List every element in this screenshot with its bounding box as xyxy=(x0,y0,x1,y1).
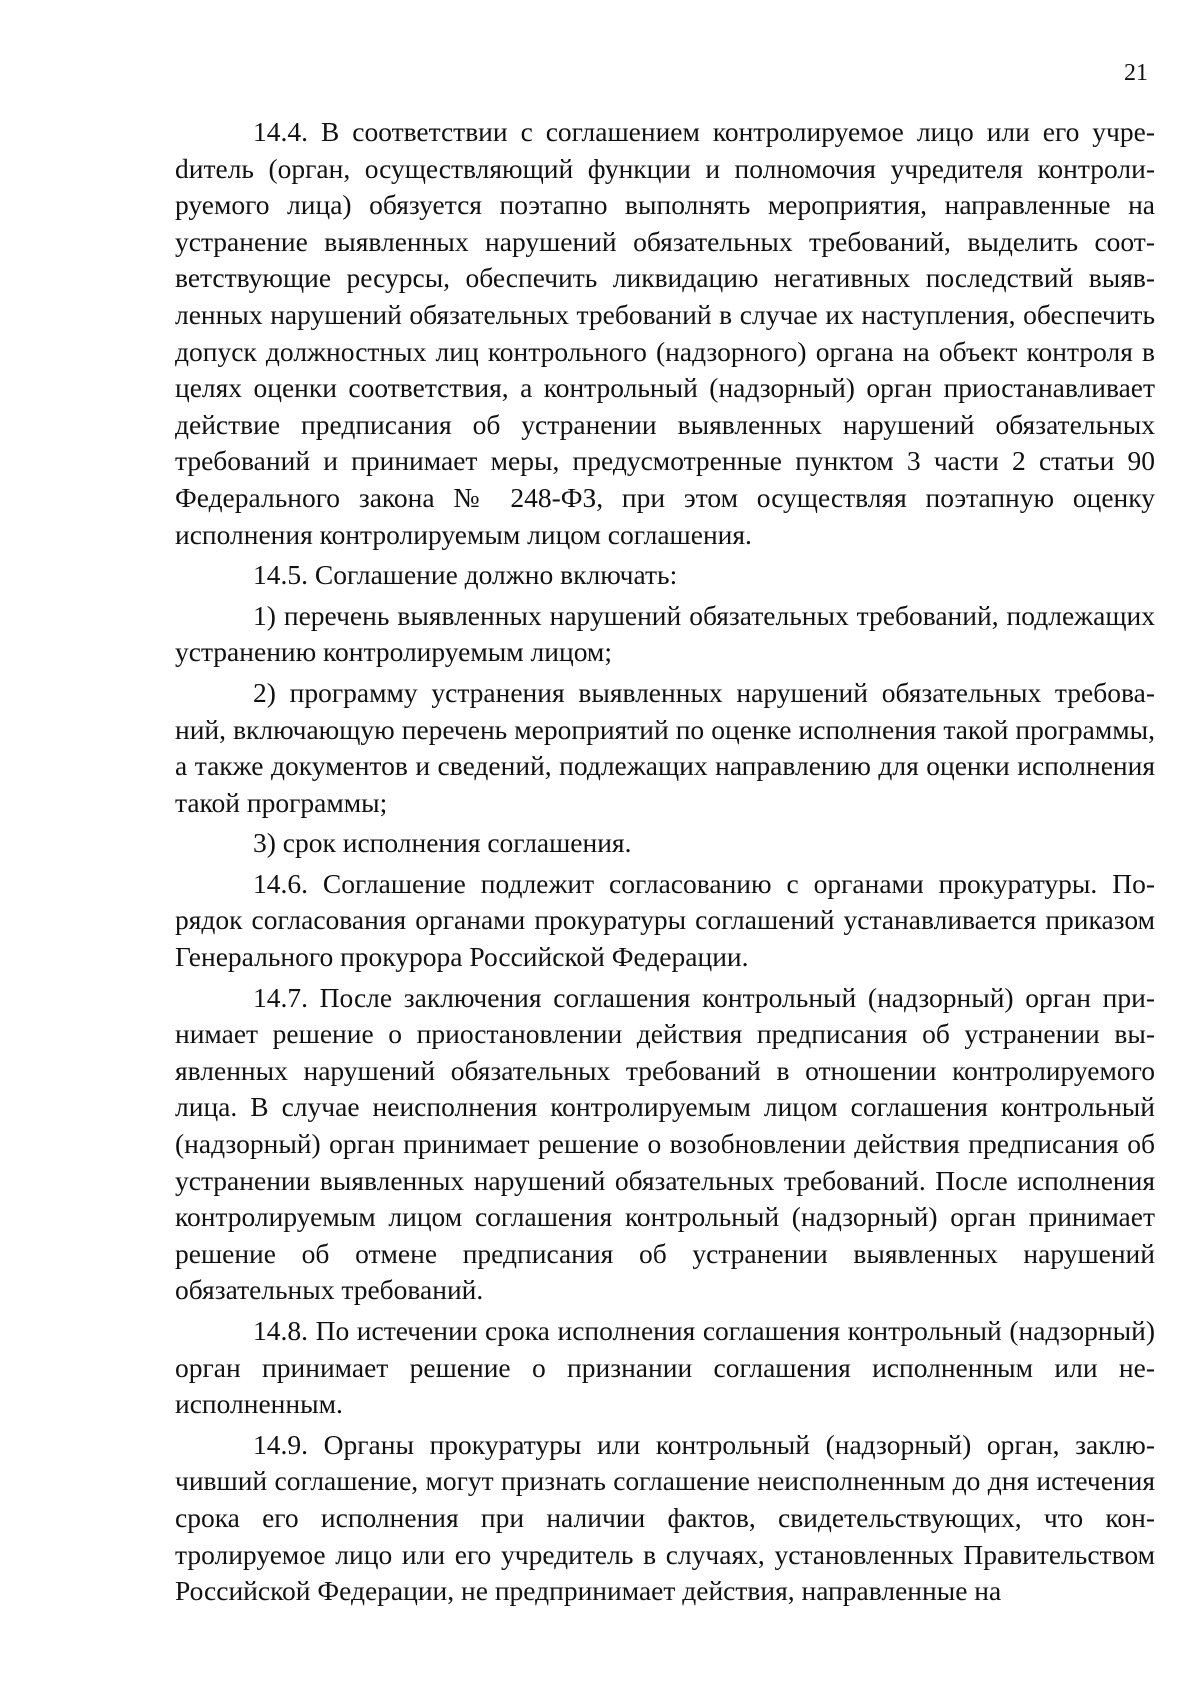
paragraph-14-5: 14.5. Соглашение должно включать: xyxy=(253,559,678,591)
paragraph-14-6: 14.6. Соглашение подлежит согласованию с органами прокуратуры. Порядок согласования органами прокуратуры соглашений устанавливается приказом Генерального прокурора Российской Федерации. xyxy=(175,867,1155,973)
page-number: 21 xyxy=(1124,60,1148,86)
paragraph-14-8: 14.8. По истечении срока исполнения соглашения контрольный (надзорный) орган принимает решение о признании соглашения исполненным или неисполненным. xyxy=(175,1315,1155,1420)
list-item-3: 3) срок исполнения соглашения. xyxy=(253,827,632,859)
paragraph-14-7: 14.7. После заключения соглашения контрольный (надзорный) орган принимает решение о приостановлении действия предписания об устранении выявленных нарушений обязательных требований в отношении контролируемого лица. В случае неисполнения контролируемым лицом соглашения контрольный (надзорный) орган принимает решение о возобновлении действия предписания об устранении выявленных нарушений обязательных требований. После исполнения контролируемым лицом соглашения контрольный (надзорный) орган принимает решение об отмене предписания об устранении выявленных нарушений обязательных требований. xyxy=(175,981,1155,1306)
list-item-2: 2) программу устранения выявленных нарушений обязательных требований, включающую перечень мероприятий по оценке исполнения такой программы, а также документов и сведений, подлежащих направлению для оценки исполнения такой программы; xyxy=(175,676,1155,818)
list-item-1: 1) перечень выявленных нарушений обязательных требований, подлежащих устранению контролируемым лицом; xyxy=(175,599,1155,668)
document-body xyxy=(175,114,1155,1614)
paragraph-14-9: 14.9. Органы прокуратуры или контрольный (надзорный) орган, заключивший соглашение, могут признать соглашение неисполненным до дня истечения срока его исполнения при наличии фактов, свидетельствующих, что контролируемое лицо или его учредитель в случаях, установленных Правительством Российской Федерации, не предпринимает действия, направленные на xyxy=(175,1428,1155,1607)
paragraph-14-4: 14.4. В соответствии с соглашением контролируемое лицо или его учреdитель (орган, осуществляющий функции и полномочия учредителя контролируемого лица) обязуется поэтапно выполнять мероприятия, направленные на устранение выявленных нарушений обязательных требований, выделить соответствующие ресурсы, обеспечить ликвидацию негативных последствий выявленных нарушений обязательных требований в случае их наступления, обеспечить допуск должностных лиц контрольного (надзорного) органа на объект контроля в целях оценки соответствия, а контрольный (надзорный) орган приостанавливает действие предписания об устранении выявленных нарушений обязательных требований и принимает меры, предусмотренные пунктом 3 части 2 статьи 90 Федерального закона № 248-ФЗ, при этом осуществляя поэтапную оценку исполнения контролируемым лицом соглашения. xyxy=(175,116,1155,550)
